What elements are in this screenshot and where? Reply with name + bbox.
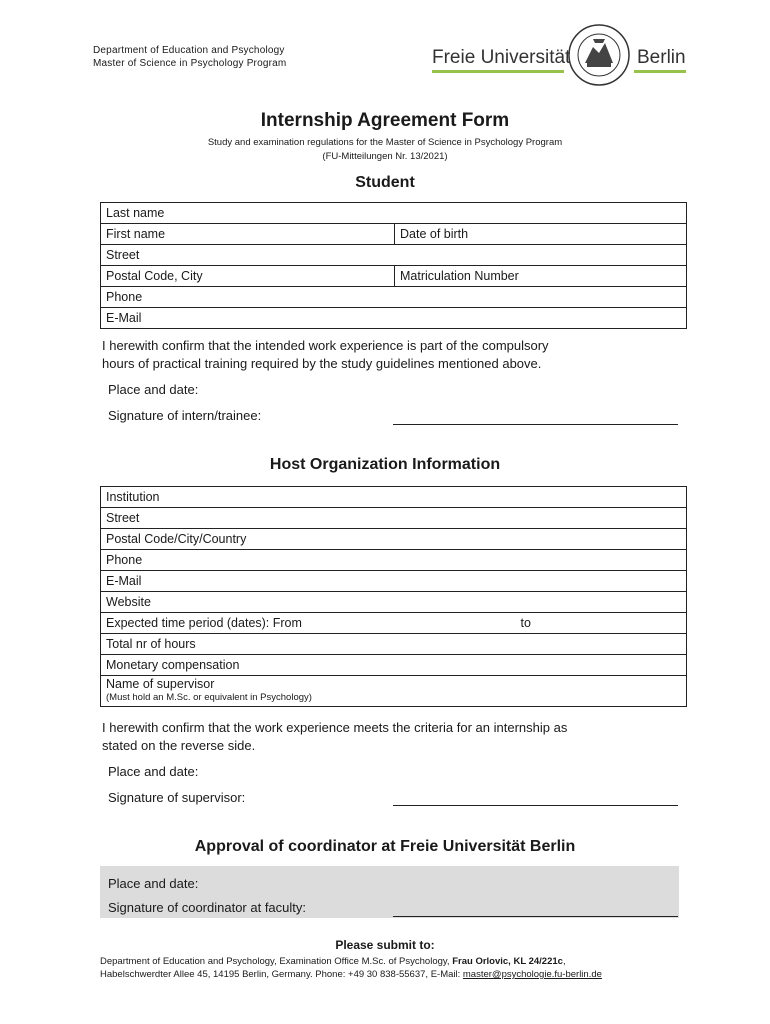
logo-text-right: Berlin bbox=[637, 47, 686, 68]
student-confirmation-line-1: I herewith confirm that the intended work experience is part of the compulsory bbox=[102, 338, 549, 353]
host-street-field[interactable]: Street bbox=[101, 508, 687, 529]
footer-email-link[interactable]: master@psychologie.fu-berlin.de bbox=[462, 969, 602, 980]
host-heading: Host Organization Information bbox=[269, 456, 501, 473]
supervisor-note: (Must hold an M.Sc. or equivalent in Psychology) bbox=[106, 692, 312, 703]
coordinator-signature-label: Signature of coordinator at faculty: bbox=[108, 900, 307, 915]
intern-signature-line[interactable] bbox=[393, 424, 678, 425]
matriculation-number-field[interactable]: Matriculation Number bbox=[395, 266, 687, 287]
department-header bbox=[93, 44, 286, 70]
host-table bbox=[100, 486, 687, 707]
footer-address: Habelschwerdter Allee 45, 14195 Berlin, Germany. Phone: +49 30 838-55637, E-Mail: bbox=[100, 969, 463, 980]
student-postal-field[interactable]: Postal Code, City bbox=[101, 266, 395, 287]
student-place-date-label: Place and date: bbox=[108, 382, 199, 397]
first-name-field[interactable]: First name bbox=[101, 224, 395, 245]
form-title: Internship Agreement Form bbox=[260, 110, 510, 131]
host-email-field[interactable]: E-Mail bbox=[101, 571, 687, 592]
logo-underline-right bbox=[634, 70, 686, 73]
student-confirmation bbox=[102, 337, 662, 373]
approval-heading: Approval of coordinator at Freie Universität Berlin bbox=[194, 838, 576, 855]
website-field[interactable]: Website bbox=[101, 592, 687, 613]
host-phone-field[interactable]: Phone bbox=[101, 550, 687, 571]
student-heading: Student bbox=[355, 174, 415, 191]
footer-line-1 bbox=[100, 955, 700, 968]
date-of-birth-field[interactable]: Date of birth bbox=[395, 224, 687, 245]
student-confirmation-line-2: hours of practical training required by the study guidelines mentioned above. bbox=[102, 356, 542, 371]
time-period-from-label: Expected time period (dates): From bbox=[106, 616, 302, 630]
student-email-field[interactable]: E-Mail bbox=[101, 308, 687, 329]
logo-text-left: Freie Universität bbox=[432, 47, 571, 68]
host-postal-field[interactable]: Postal Code/City/Country bbox=[101, 529, 687, 550]
footer-comma: , bbox=[562, 956, 566, 967]
host-place-date-label: Place and date: bbox=[108, 764, 199, 779]
footer-line-2 bbox=[100, 968, 700, 981]
logo-underline-left bbox=[432, 70, 564, 73]
student-table bbox=[100, 202, 687, 329]
host-confirmation-line-2: stated on the reverse side. bbox=[102, 738, 256, 753]
subtitle-regulations: Study and examination regulations for the Master of Science in Psychology Program bbox=[207, 137, 563, 148]
department-line-2: Master of Science in Psychology Program bbox=[93, 58, 287, 69]
submit-heading: Please submit to: bbox=[335, 938, 435, 952]
subtitle-reference: (FU-Mitteilungen Nr. 13/2021) bbox=[322, 151, 448, 162]
approval-place-date-label: Place and date: bbox=[108, 876, 199, 891]
time-period-to-label: to bbox=[520, 616, 531, 630]
host-confirmation-line-1: I herewith confirm that the work experience meets the criteria for an internship as bbox=[102, 720, 568, 735]
compensation-field[interactable]: Monetary compensation bbox=[101, 655, 687, 676]
department-line-1: Department of Education and Psychology bbox=[93, 45, 285, 56]
student-street-field[interactable]: Street bbox=[101, 245, 687, 266]
supervisor-signature-label: Signature of supervisor: bbox=[108, 790, 246, 805]
time-period-field[interactable] bbox=[101, 613, 687, 634]
intern-signature-label: Signature of intern/trainee: bbox=[108, 408, 262, 423]
footer-dept: Department of Education and Psychology, Examination Office M.Sc. of Psychology, bbox=[100, 956, 453, 967]
last-name-field[interactable]: Last name bbox=[101, 203, 687, 224]
coordinator-signature-line[interactable] bbox=[393, 916, 678, 917]
total-hours-field[interactable]: Total nr of hours bbox=[101, 634, 687, 655]
supervisor-field[interactable] bbox=[101, 676, 687, 707]
host-confirmation bbox=[102, 719, 662, 755]
university-seal-icon bbox=[567, 23, 631, 87]
supervisor-signature-line[interactable] bbox=[393, 805, 678, 806]
institution-field[interactable]: Institution bbox=[101, 487, 687, 508]
student-phone-field[interactable]: Phone bbox=[101, 287, 687, 308]
supervisor-label: Name of supervisor bbox=[106, 677, 215, 691]
footer-contact-name: Frau Orlovic, KL 24/221c bbox=[452, 956, 563, 967]
